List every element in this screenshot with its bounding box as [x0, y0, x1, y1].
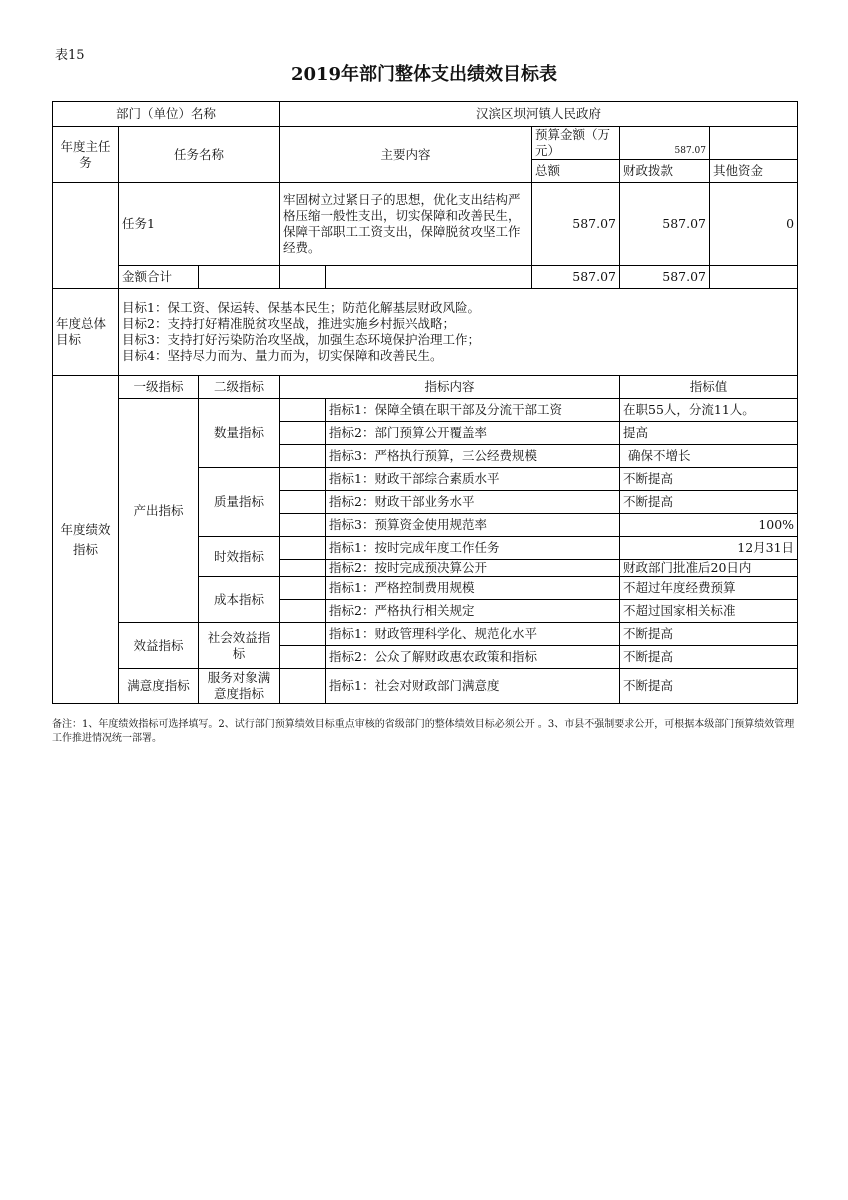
indicator-content: 指标3：预算资金使用规范率	[326, 514, 620, 537]
content-header: 指标内容	[280, 376, 620, 399]
indicator-value: 100%	[620, 514, 798, 537]
task1-other: 0	[710, 183, 798, 266]
footnote: 备注：1、年度绩效指标可选择填写。2、试行部门预算绩效目标重点审核的省级部门的整体绩效目标必须公开 。3、市县不强制要求公开，可根据本级部门预算绩效管理工作推进情况统一部署。	[52, 719, 795, 744]
indicator-content: 指标1：社会对财政部门满意度	[326, 669, 620, 704]
page-title: 2019年部门整体支出绩效目标表	[290, 64, 558, 85]
level1-header: 一级指标	[119, 376, 199, 399]
sum-other	[710, 266, 798, 289]
goal-item: 目标2：支持打好精准脱贫攻坚战，推进实施乡村振兴战略；	[122, 316, 455, 331]
spacer-cell	[280, 537, 326, 560]
task-group-cell	[53, 183, 119, 289]
spacer-cell	[280, 491, 326, 514]
indicator-value: 不断提高	[620, 669, 798, 704]
indicator-content: 指标1：保障全镇在职干部及分流干部工资	[326, 399, 620, 422]
annual-task-label: 年度主任务	[53, 127, 119, 183]
indicator-value: 确保不增长	[620, 445, 798, 468]
fiscal-header: 财政拨款	[620, 160, 710, 183]
indicator-value: 不超过国家相关标准	[620, 600, 798, 623]
indicator-content: 指标1：严格控制费用规模	[326, 577, 620, 600]
goal-item: 目标3：支持打好污染防治攻坚战，加强生态环境保护治理工作；	[122, 332, 480, 347]
goals-label: 年度总体目标	[53, 289, 119, 376]
spacer-cell	[280, 646, 326, 669]
indicator-content: 指标1：财政干部综合素质水平	[326, 468, 620, 491]
goals-list	[119, 289, 798, 376]
goal-item: 目标4：坚持尽力而为、量力而为，切实保障和改善民生。	[122, 348, 443, 363]
task1-content: 牢固树立过紧日子的思想，优化支出结构严格压缩一般性支出，切实保障和改善民生，保障干部职工工资支出，保障脱贫攻坚工作经费。	[280, 183, 532, 266]
indicator-value: 在职55人，分流11人。	[620, 399, 798, 422]
spacer-cell	[280, 514, 326, 537]
indicator-content: 指标2：部门预算公开覆盖率	[326, 422, 620, 445]
performance-table	[52, 101, 798, 704]
budget-value: 587.07	[620, 127, 710, 160]
task1-fiscal: 587.07	[620, 183, 710, 266]
main-content-header: 主要内容	[280, 127, 532, 183]
dept-value: 汉滨区坝河镇人民政府	[280, 102, 798, 127]
value-header: 指标值	[620, 376, 798, 399]
social-benefit-indicator: 社会效益指标	[199, 623, 280, 669]
spacer-cell	[280, 468, 326, 491]
spacer-cell	[280, 577, 326, 600]
indicator-content: 指标2：财政干部业务水平	[326, 491, 620, 514]
spacer-cell	[280, 600, 326, 623]
sum-fiscal: 587.07	[620, 266, 710, 289]
spacer-cell	[280, 422, 326, 445]
indicator-content: 指标2：公众了解财政惠农政策和指标	[326, 646, 620, 669]
indicator-value: 不断提高	[620, 646, 798, 669]
indicator-value: 提高	[620, 422, 798, 445]
sum-empty-1	[199, 266, 280, 289]
task1-name: 任务1	[119, 183, 280, 266]
sum-empty-3	[326, 266, 532, 289]
spacer-cell	[280, 623, 326, 646]
spacer-cell	[280, 399, 326, 422]
indicator-value: 不断提高	[620, 468, 798, 491]
dept-label: 部门（单位）名称	[53, 102, 280, 127]
task-name-header: 任务名称	[119, 127, 280, 183]
indicator-content: 指标2：按时完成预决算公开	[326, 560, 620, 577]
indicator-content: 指标2：严格执行相关规定	[326, 600, 620, 623]
indicator-value: 不超过年度经费预算	[620, 577, 798, 600]
output-indicator: 产出指标	[119, 399, 199, 623]
indicators-section-label: 年度绩效指标	[53, 376, 119, 704]
cost-indicator: 成本指标	[199, 577, 280, 623]
task1-total: 587.07	[532, 183, 620, 266]
indicator-value: 财政部门批准后20日内	[620, 560, 798, 577]
indicator-content: 指标1：按时完成年度工作任务	[326, 537, 620, 560]
service-satisfaction-indicator: 服务对象满意度指标	[199, 669, 280, 704]
table-number: 表15	[55, 48, 85, 63]
indicator-value: 12月31日	[620, 537, 798, 560]
spacer-cell	[280, 669, 326, 704]
budget-empty	[710, 127, 798, 160]
total-header: 总额	[532, 160, 620, 183]
other-header: 其他资金	[710, 160, 798, 183]
quantity-indicator: 数量指标	[199, 399, 280, 468]
goal-item: 目标1：保工资、保运转、保基本民生；防范化解基层财政风险。	[122, 300, 480, 315]
sum-empty-2	[280, 266, 326, 289]
spacer-cell	[280, 560, 326, 577]
indicator-content: 指标3：严格执行预算，三公经费规模	[326, 445, 620, 468]
budget-label: 预算金额（万元）	[532, 127, 620, 160]
indicator-content: 指标1：财政管理科学化、规范化水平	[326, 623, 620, 646]
spacer-cell	[280, 445, 326, 468]
indicator-value: 不断提高	[620, 491, 798, 514]
satisfaction-indicator: 满意度指标	[119, 669, 199, 704]
indicator-value: 不断提高	[620, 623, 798, 646]
sum-total: 587.07	[532, 266, 620, 289]
sum-label: 金额合计	[119, 266, 199, 289]
quality-indicator: 质量指标	[199, 468, 280, 537]
benefit-indicator: 效益指标	[119, 623, 199, 669]
timeliness-indicator: 时效指标	[199, 537, 280, 577]
level2-header: 二级指标	[199, 376, 280, 399]
